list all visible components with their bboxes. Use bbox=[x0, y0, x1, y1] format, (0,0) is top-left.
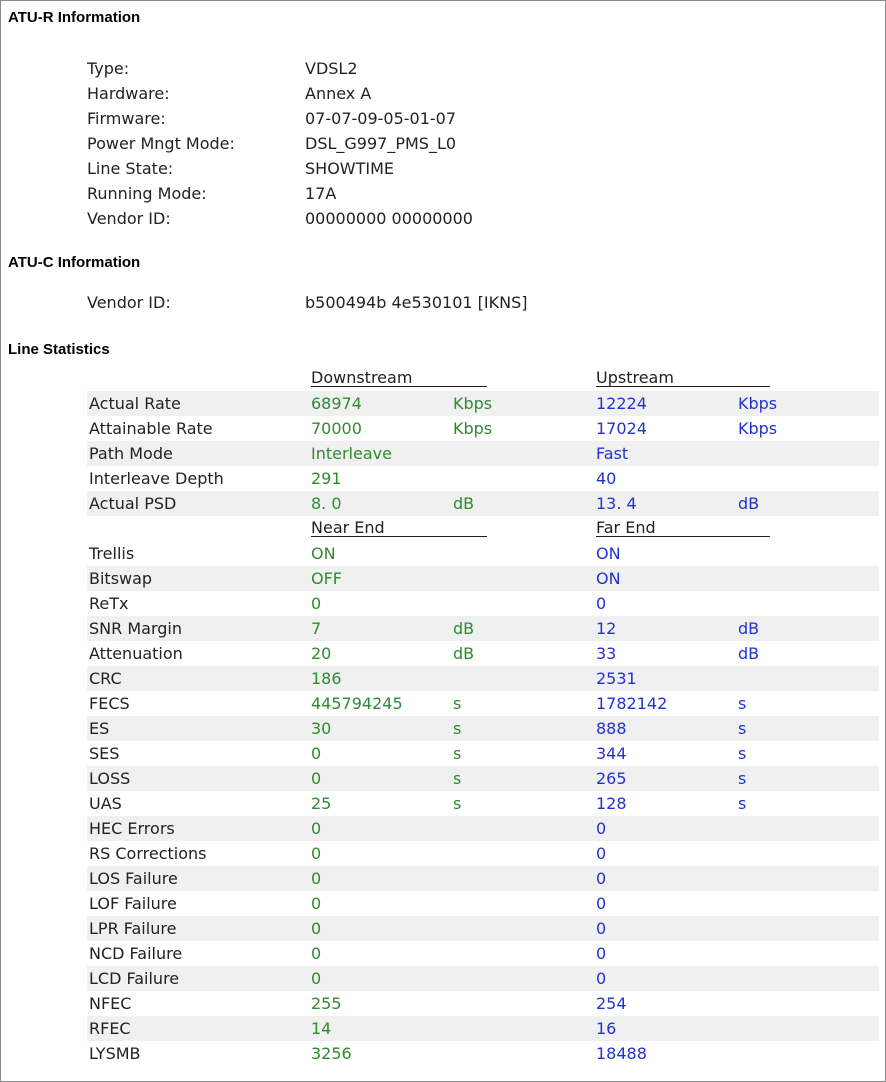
stats-row bbox=[87, 1016, 879, 1041]
near-value: 255 bbox=[311, 994, 342, 1013]
error-stats-group bbox=[87, 541, 879, 1066]
near-value: 0 bbox=[311, 869, 322, 888]
stats-row bbox=[87, 566, 879, 591]
far-value: 0 bbox=[596, 894, 607, 913]
stat-label: SNR Margin bbox=[89, 619, 182, 638]
far-value: 254 bbox=[596, 994, 627, 1013]
far-value: 0 bbox=[596, 969, 607, 988]
far-value: 0 bbox=[596, 594, 607, 613]
stat-label: FECS bbox=[89, 694, 130, 713]
far-value: 0 bbox=[596, 819, 607, 838]
stats-row bbox=[87, 816, 879, 841]
far-value: 0 bbox=[596, 869, 607, 888]
stats-header-downstream-upstream bbox=[87, 366, 879, 391]
stats-row bbox=[87, 941, 879, 966]
atur-field-value: DSL_G997_PMS_L0 bbox=[305, 134, 457, 153]
far-value: 888 bbox=[596, 719, 627, 738]
far-value: 12224 bbox=[596, 394, 647, 413]
stats-row bbox=[87, 641, 879, 666]
stats-row bbox=[87, 766, 879, 791]
far-unit: s bbox=[738, 794, 747, 813]
far-value: 0 bbox=[596, 919, 607, 938]
far-value: 0 bbox=[596, 844, 607, 863]
upstream-header: Upstream bbox=[596, 366, 770, 387]
near-value: 70000 bbox=[311, 419, 362, 438]
stat-label: LOF Failure bbox=[89, 894, 177, 913]
atur-field-label: Running Mode: bbox=[87, 184, 207, 203]
far-value: 18488 bbox=[596, 1044, 647, 1063]
far-value: 40 bbox=[596, 469, 617, 488]
stats-row bbox=[87, 591, 879, 616]
atur-section-title: ATU-R Information bbox=[8, 9, 141, 26]
near-value: 0 bbox=[311, 594, 322, 613]
far-unit: s bbox=[738, 694, 747, 713]
stat-label: Path Mode bbox=[89, 444, 173, 463]
stats-row bbox=[87, 441, 879, 466]
stat-label: Actual Rate bbox=[89, 394, 181, 413]
stats-row bbox=[87, 891, 879, 916]
stat-label: Attenuation bbox=[89, 644, 183, 663]
stat-label: Bitswap bbox=[89, 569, 153, 588]
near-value: 68974 bbox=[311, 394, 362, 413]
stats-row bbox=[87, 991, 879, 1016]
stats-row bbox=[87, 491, 879, 516]
near-value: 0 bbox=[311, 894, 322, 913]
stat-label: LOSS bbox=[89, 769, 131, 788]
far-unit: dB bbox=[738, 644, 760, 663]
far-unit: dB bbox=[738, 494, 760, 513]
line-stats-section-title: Line Statistics bbox=[8, 341, 110, 358]
far-value: 344 bbox=[596, 744, 627, 763]
near-value: Interleave bbox=[311, 444, 392, 463]
atur-field-value: 07-07-09-05-01-07 bbox=[305, 109, 457, 128]
far-value: 16 bbox=[596, 1019, 617, 1038]
stat-label: LYSMB bbox=[89, 1044, 141, 1063]
far-value: 33 bbox=[596, 644, 617, 663]
stat-label: NCD Failure bbox=[89, 944, 183, 963]
stats-row bbox=[87, 916, 879, 941]
stat-label: CRC bbox=[89, 669, 122, 688]
far-unit: Kbps bbox=[738, 394, 778, 413]
atur-field-value: SHOWTIME bbox=[305, 159, 395, 178]
near-unit: s bbox=[453, 769, 462, 788]
near-value: 0 bbox=[311, 744, 322, 763]
far-unit: s bbox=[738, 719, 747, 738]
near-unit: s bbox=[453, 694, 462, 713]
far-value: ON bbox=[596, 569, 621, 588]
stat-label: ReTx bbox=[89, 594, 129, 613]
stat-label: SES bbox=[89, 744, 120, 763]
stats-row bbox=[87, 691, 879, 716]
atur-field-label: Vendor ID: bbox=[87, 209, 171, 228]
stat-label: LPR Failure bbox=[89, 919, 177, 938]
far-value: 13. 4 bbox=[596, 494, 637, 513]
atur-field-value: Annex A bbox=[305, 84, 372, 103]
near-value: 3256 bbox=[311, 1044, 352, 1063]
near-unit: s bbox=[453, 744, 462, 763]
near-value: 7 bbox=[311, 619, 322, 638]
stats-row bbox=[87, 966, 879, 991]
near-unit: dB bbox=[453, 494, 475, 513]
atur-field-value: VDSL2 bbox=[305, 59, 358, 78]
far-unit: dB bbox=[738, 619, 760, 638]
stat-label: LCD Failure bbox=[89, 969, 180, 988]
near-unit: s bbox=[453, 719, 462, 738]
near-value: 14 bbox=[311, 1019, 332, 1038]
stat-label: LOS Failure bbox=[89, 869, 178, 888]
stats-row bbox=[87, 716, 879, 741]
stat-label: Trellis bbox=[89, 544, 135, 563]
far-value: 2531 bbox=[596, 669, 637, 688]
near-end-header: Near End bbox=[311, 516, 487, 537]
stat-label: Actual PSD bbox=[89, 494, 177, 513]
stats-row bbox=[87, 841, 879, 866]
stats-header-near-far bbox=[87, 516, 879, 541]
near-unit: dB bbox=[453, 619, 475, 638]
far-unit: Kbps bbox=[738, 419, 778, 438]
stats-row bbox=[87, 791, 879, 816]
far-value: 12 bbox=[596, 619, 617, 638]
near-value: ON bbox=[311, 544, 336, 563]
near-value: 0 bbox=[311, 819, 322, 838]
stats-row bbox=[87, 741, 879, 766]
near-value: 8. 0 bbox=[311, 494, 342, 513]
near-unit: s bbox=[453, 794, 462, 813]
atur-field-label: Line State: bbox=[87, 159, 174, 178]
far-unit: s bbox=[738, 744, 747, 763]
atur-field-label: Firmware: bbox=[87, 109, 166, 128]
near-value: 186 bbox=[311, 669, 342, 688]
far-value: 1782142 bbox=[596, 694, 668, 713]
near-value: 25 bbox=[311, 794, 332, 813]
near-unit: Kbps bbox=[453, 419, 493, 438]
atur-field-label: Power Mngt Mode: bbox=[87, 134, 235, 153]
atuc-field-value: b500494b 4e530101 [IKNS] bbox=[305, 293, 528, 312]
stat-label: ES bbox=[89, 719, 110, 738]
stat-label: HEC Errors bbox=[89, 819, 175, 838]
near-value: 0 bbox=[311, 919, 322, 938]
far-value: 265 bbox=[596, 769, 627, 788]
stats-row bbox=[87, 466, 879, 491]
atur-field-label: Type: bbox=[87, 59, 130, 78]
stat-label: RS Corrections bbox=[89, 844, 207, 863]
near-value: 30 bbox=[311, 719, 332, 738]
stats-row bbox=[87, 866, 879, 891]
atuc-section-title: ATU-C Information bbox=[8, 254, 141, 271]
stats-row bbox=[87, 391, 879, 416]
near-value: 291 bbox=[311, 469, 342, 488]
far-value: Fast bbox=[596, 444, 629, 463]
stats-row bbox=[87, 616, 879, 641]
atur-field-label: Hardware: bbox=[87, 84, 170, 103]
stat-label: NFEC bbox=[89, 994, 132, 1013]
far-end-header: Far End bbox=[596, 516, 770, 537]
far-value: 128 bbox=[596, 794, 627, 813]
near-value: OFF bbox=[311, 569, 342, 588]
stats-row bbox=[87, 666, 879, 691]
stat-label: Attainable Rate bbox=[89, 419, 213, 438]
stat-label: UAS bbox=[89, 794, 122, 813]
atuc-field-label: Vendor ID: bbox=[87, 293, 171, 312]
stat-label: Interleave Depth bbox=[89, 469, 224, 488]
atur-field-value: 00000000 00000000 bbox=[305, 209, 473, 228]
stats-row bbox=[87, 541, 879, 566]
near-value: 0 bbox=[311, 844, 322, 863]
downstream-header: Downstream bbox=[311, 366, 487, 387]
far-value: 0 bbox=[596, 944, 607, 963]
near-value: 0 bbox=[311, 969, 322, 988]
line-stats-table bbox=[87, 366, 879, 1066]
far-value: 17024 bbox=[596, 419, 647, 438]
stats-row bbox=[87, 1041, 879, 1066]
stat-label: RFEC bbox=[89, 1019, 131, 1038]
far-value: ON bbox=[596, 544, 621, 563]
near-value: 0 bbox=[311, 769, 322, 788]
stats-row bbox=[87, 416, 879, 441]
far-unit: s bbox=[738, 769, 747, 788]
atur-field-value: 17A bbox=[305, 184, 337, 203]
rate-stats-group bbox=[87, 391, 879, 516]
near-value: 20 bbox=[311, 644, 332, 663]
near-value: 0 bbox=[311, 944, 322, 963]
near-unit: dB bbox=[453, 644, 475, 663]
near-unit: Kbps bbox=[453, 394, 493, 413]
near-value: 445794245 bbox=[311, 694, 403, 713]
